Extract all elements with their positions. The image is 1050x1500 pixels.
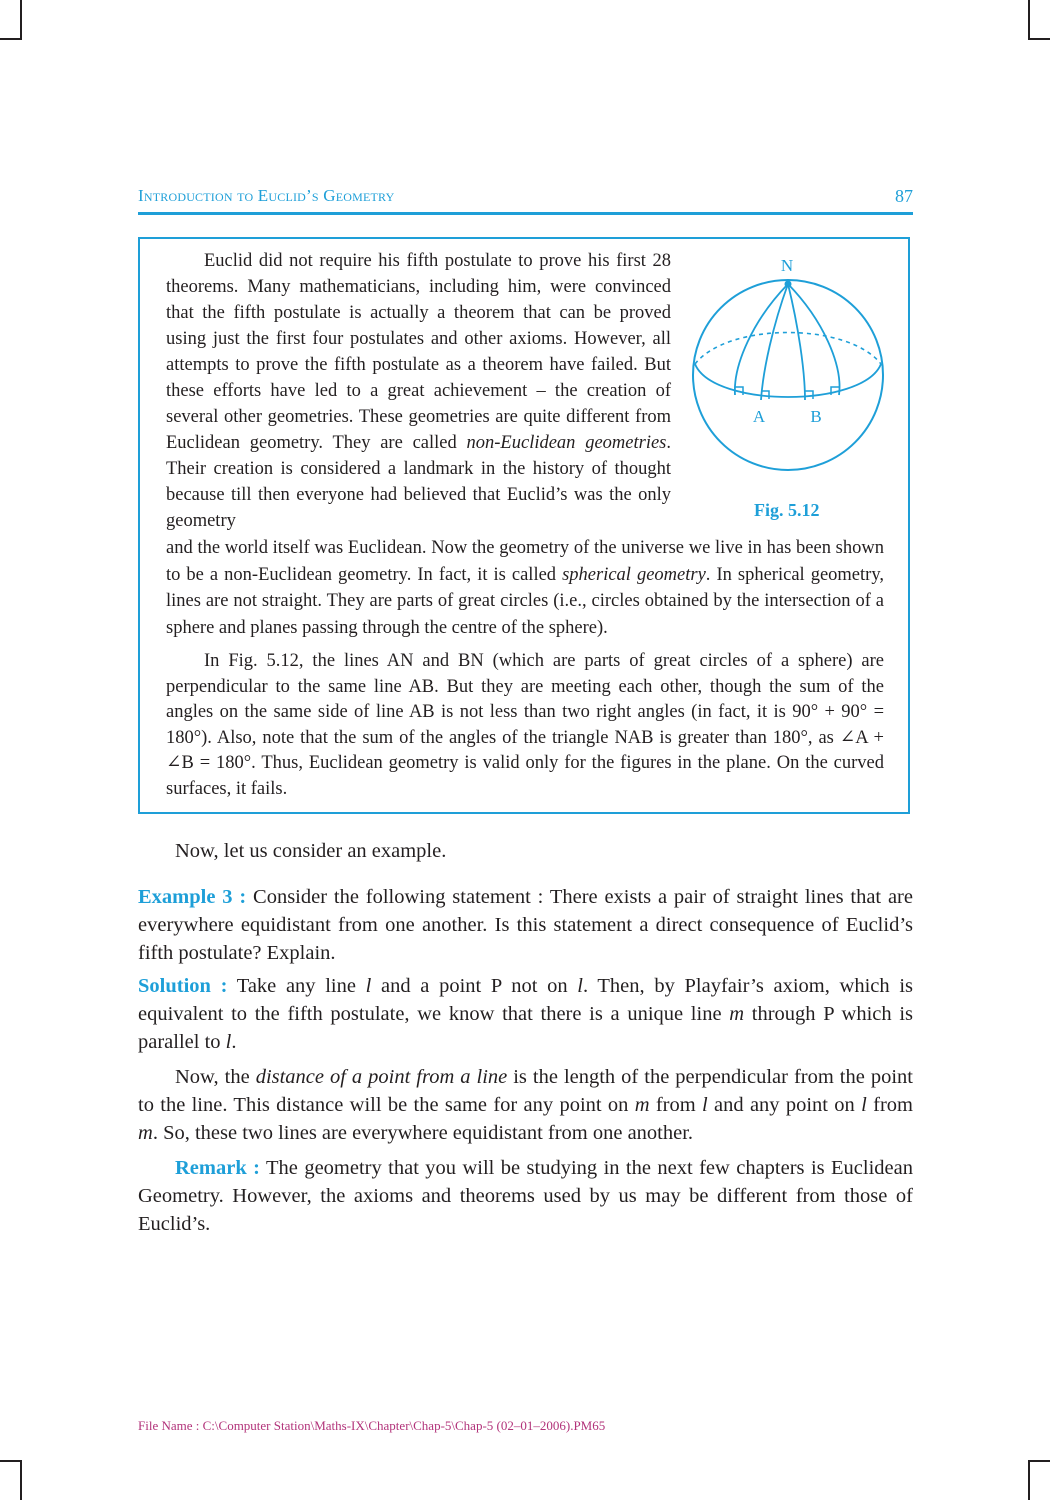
label-b: B xyxy=(810,407,822,426)
crop-mark-top-left xyxy=(20,0,22,40)
remark-paragraph: Remark : The geometry that you will be studying in the next few chapters is Euclidean Geometry. However, the axioms and theorems used by us may be different from those of Euclid’s. xyxy=(138,1157,913,1235)
label-n: N xyxy=(780,256,794,275)
chapter-title: Introduction to Euclid’s Geometry xyxy=(138,186,395,205)
equator-back xyxy=(695,333,881,365)
solution-label: Solution : xyxy=(138,975,228,997)
header-rule xyxy=(138,212,913,215)
equator-front xyxy=(695,364,881,397)
running-header xyxy=(138,186,913,208)
non-euclidean-term: non-Euclidean geometries xyxy=(466,433,667,453)
crop-mark-top-left xyxy=(0,38,22,40)
crop-mark-bottom-right xyxy=(1028,1460,1030,1500)
crop-mark-top-right xyxy=(1028,38,1050,40)
meridian-an xyxy=(761,284,788,400)
intro-text: Now, let us consider an example. xyxy=(175,840,447,862)
figure-caption: Fig. 5.12 xyxy=(754,500,820,520)
distance-paragraph: Now, the distance of a point from a line is the length of the perpendicular from the point to the line. This distance will be the same for any point on m from l and any point on l from m. So, these two lines are everywhere equidistant from one another. xyxy=(138,1066,913,1144)
crop-mark-top-right xyxy=(1028,0,1030,40)
file-name-footer: File Name : C:\Computer Station\Maths-IX\Chapter\Chap-5\Chap-5 (02–01–2006).PM65 xyxy=(138,1418,606,1433)
box-paragraph-1: Euclid did not require his fifth postulate to prove his first 28 theorems. Many mathematicians, including him, were convinced that the fifth postulate is actually a theorem that can be proved using just the first four postulates and other axioms. However, all attempts to prove the fifth postulate as a theorem have failed. But these efforts have led to a great achievement – the creation of several other geometries. These geometries are quite different from Euclidean geometry. They are called non-Euclidean geometries. Their creation is considered a landmark in the history of thought because till then everyone had believed that Euclid’s was the only geometry xyxy=(166,251,671,531)
point-n xyxy=(785,281,792,288)
crop-mark-bottom-left xyxy=(0,1460,22,1462)
spherical-geometry-term: spherical geometry xyxy=(562,564,706,585)
meridian-4 xyxy=(788,284,840,395)
label-a: A xyxy=(752,407,766,426)
distance-definition-term: distance of a point from a line xyxy=(255,1066,508,1088)
remark-label: Remark : xyxy=(175,1157,260,1179)
example-label: Example 3 : xyxy=(138,886,247,908)
sphere-outline xyxy=(693,280,883,470)
solution-paragraph: Solution : Take any line l and a point P not on l. Then, by Playfair’s axiom, which is equivalent to the fifth postulate, we know that there is a unique line m through P which is parallel to l. xyxy=(138,975,914,1053)
meridian-1 xyxy=(735,284,788,395)
example-paragraph: Example 3 : Consider the following statement : There exists a pair of straight lines that are everywhere equidistant from one another. Is this statement a direct consequence of Euclid’s fifth postulate? Explain. xyxy=(138,886,913,964)
sphere-figure xyxy=(683,250,893,490)
box-paragraph-1-cont: and the world itself was Euclidean. Now the geometry of the universe we live in has been shown to be a non-Euclidean geometry. In fact, it is called spherical geometry. In spherical geometry, lines are not straight. They are parts of great circles (i.e., circles obtained by the intersection of a sphere and planes passing through the centre of the sphere). xyxy=(166,538,884,638)
crop-mark-bottom-right xyxy=(1028,1460,1050,1462)
page-number: 87 xyxy=(895,186,913,206)
crop-mark-bottom-left xyxy=(20,1460,22,1500)
box-paragraph-2: In Fig. 5.12, the lines AN and BN (which are parts of great circles of a sphere) are perpendicular to the same line AB. But they are meeting each other, though the sum of the angles on the same side of line AB is not less than two right angles (in fact, it is 90° + 90° = 180°). Also, note that the sum of the angles of the triangle NAB is greater than 180°, as ∠A + ∠B = 180°. Thus, Euclidean geometry is valid only for the figures in the plane. On the curved surfaces, it fails. xyxy=(166,651,884,799)
